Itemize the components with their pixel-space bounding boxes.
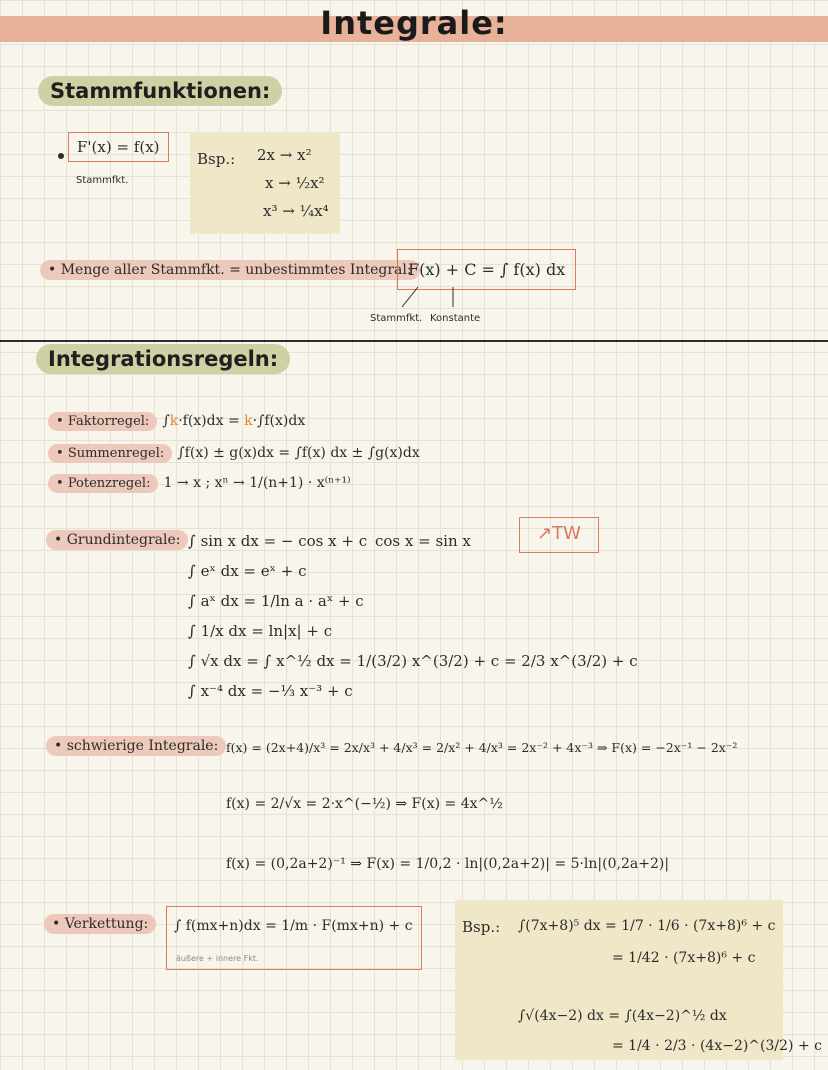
section-divider [0, 340, 828, 342]
grund-line-4: ∫ 1/x dx = ln|x| + c [188, 622, 333, 640]
schwierig-line-1: f(x) = (2x+4)/x³ = 2x/x³ + 4/x³ = 2/x² + 4/x³ = 2x⁻² + 4x⁻³ ⇒ F(x) = −2x⁻¹ − 2x⁻² [226, 740, 738, 755]
verkettung-example-label: Bsp.: [462, 918, 501, 936]
section-heading-stammfunktionen: Stammfunktionen: [38, 76, 282, 106]
grund-line-3: ∫ aˣ dx = 1/ln a · aˣ + c [188, 592, 364, 610]
grund-line-6: ∫ x⁻⁴ dx = −⅓ x⁻³ + c [188, 682, 353, 700]
rule-potenzregel: • Potenzregel: 1 → x ; xⁿ → 1/(n+1) · x⁽ⁿ⁺¹⁾ [48, 472, 351, 491]
arrow-label-konstante: Konstante [430, 313, 481, 324]
verkettung-example-line-1: ∫(7x+8)⁵ dx = 1/7 · 1/6 · (7x+8)⁶ + c [518, 918, 776, 934]
verkettung-example-line-3: ∫√(4x−2) dx = ∫(4x−2)^½ dx [518, 1008, 727, 1024]
grundintegrale-label: • Grundintegrale: [46, 530, 188, 550]
verkettung-formula: ∫ f(mx+n)dx = 1/m · F(mx+n) + c [174, 918, 413, 934]
indefinite-integral-formula: F(x) + C = ∫ f(x) dx [397, 249, 576, 290]
verkettung-caption: äußere + innere Fkt. [176, 954, 259, 963]
section-heading-integrationsregeln: Integrationsregeln: [36, 344, 290, 374]
grund-line-2: ∫ eˣ dx = eˣ + c [188, 562, 307, 580]
rule-summenregel: • Summenregel: ∫f(x) ± g(x)dx = ∫f(x) dx ± ∫g(x)dx [48, 442, 420, 461]
grund-line-1: ∫ sin x dx = − cos x + c [188, 532, 368, 550]
schwierige-integrale-label: • schwierige Integrale: [46, 736, 226, 756]
stammfunktion-caption: Stammfkt. [76, 175, 129, 186]
example-line-2: x → ½x² [265, 174, 325, 192]
arrow-label-stammfkt: Stammfkt. [370, 313, 423, 324]
tw-reference-box: ↗TW [519, 517, 599, 553]
page-title: Integrale: [320, 4, 508, 42]
rule-faktorregel: • Faktorregel: ∫k·f(x)dx = k·∫f(x)dx [48, 410, 305, 429]
cos-note: cos x = sin x [375, 532, 471, 550]
arrow-annotations [370, 285, 490, 315]
bullet-dot [58, 153, 64, 159]
example-label: Bsp.: [197, 150, 236, 168]
verkettung-label: • Verkettung: [44, 914, 156, 934]
example-line-3: x³ → ¼x⁴ [263, 202, 329, 220]
schwierig-line-2: f(x) = 2/√x = 2·x^(−½) ⇒ F(x) = 4x^½ [226, 796, 503, 812]
stammfunktion-definition: F'(x) = f(x) [68, 132, 169, 162]
verkettung-example-line-4: = 1/4 · 2/3 · (4x−2)^(3/2) + c [612, 1038, 822, 1054]
grund-line-5: ∫ √x dx = ∫ x^½ dx = 1/(3/2) x^(3/2) + c = 2/3 x^(3/2) + c [188, 652, 638, 670]
verkettung-example-line-2: = 1/42 · (7x+8)⁶ + c [612, 950, 756, 966]
schwierig-line-3: f(x) = (0,2a+2)⁻¹ ⇒ F(x) = 1/0,2 · ln|(0,2a+2)| = 5·ln|(0,2a+2)| [226, 856, 670, 872]
menge-text: • Menge aller Stammfkt. = unbestimmtes Integral: [40, 260, 420, 280]
example-line-1: 2x → x² [257, 146, 312, 164]
